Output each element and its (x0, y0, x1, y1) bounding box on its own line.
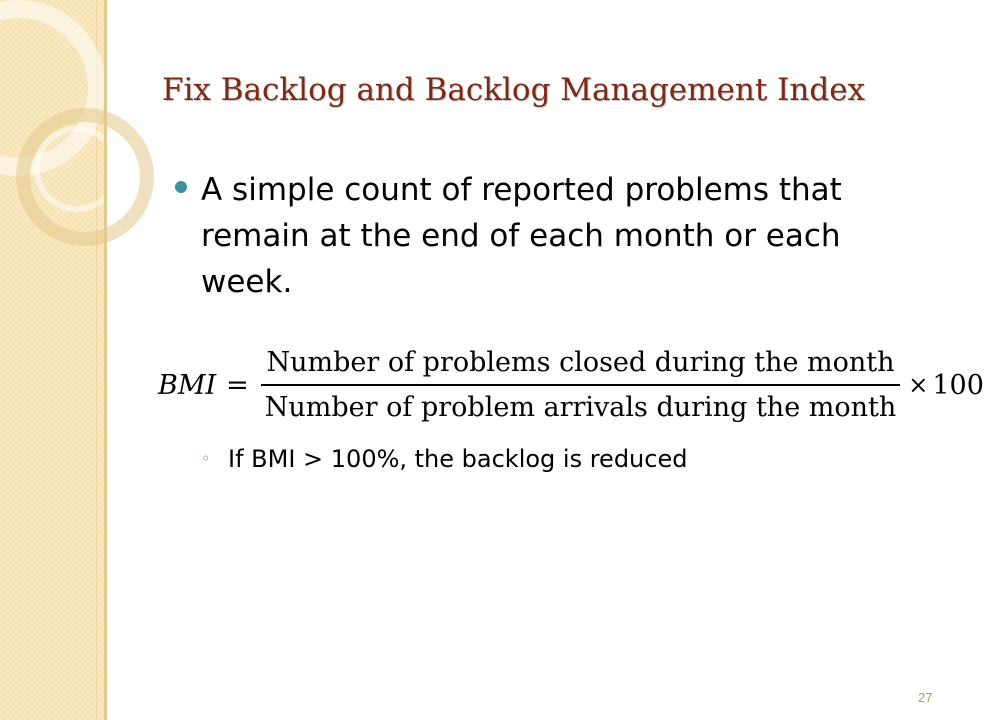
formula-fraction (261, 347, 900, 423)
slide-title: Fix Backlog and Backlog Management Index (162, 72, 866, 108)
bullet-text: A simple count of reported problems that remain at the end of each month or each week. (201, 172, 842, 300)
formula-numerator: Number of problems closed during the month (266, 347, 895, 378)
decorative-sidebar (0, 0, 104, 720)
formula-equals: = (226, 369, 249, 401)
formula-times: × (908, 371, 929, 399)
bullet-dot-icon (175, 181, 187, 193)
sidebar-edge (104, 0, 107, 720)
bmi-formula (158, 340, 984, 430)
slide-number: 27 (918, 690, 933, 705)
decorative-ring (34, 126, 120, 212)
sub-bullet-circle-icon: ◦ (201, 449, 211, 468)
formula-lhs: BMI (158, 369, 217, 401)
formula-denominator: Number of problem arrivals during the month (264, 392, 897, 423)
formula-multiplier: 100 (932, 369, 984, 401)
sub-bullet-text: If BMI > 100%, the backlog is reduced (228, 445, 688, 473)
